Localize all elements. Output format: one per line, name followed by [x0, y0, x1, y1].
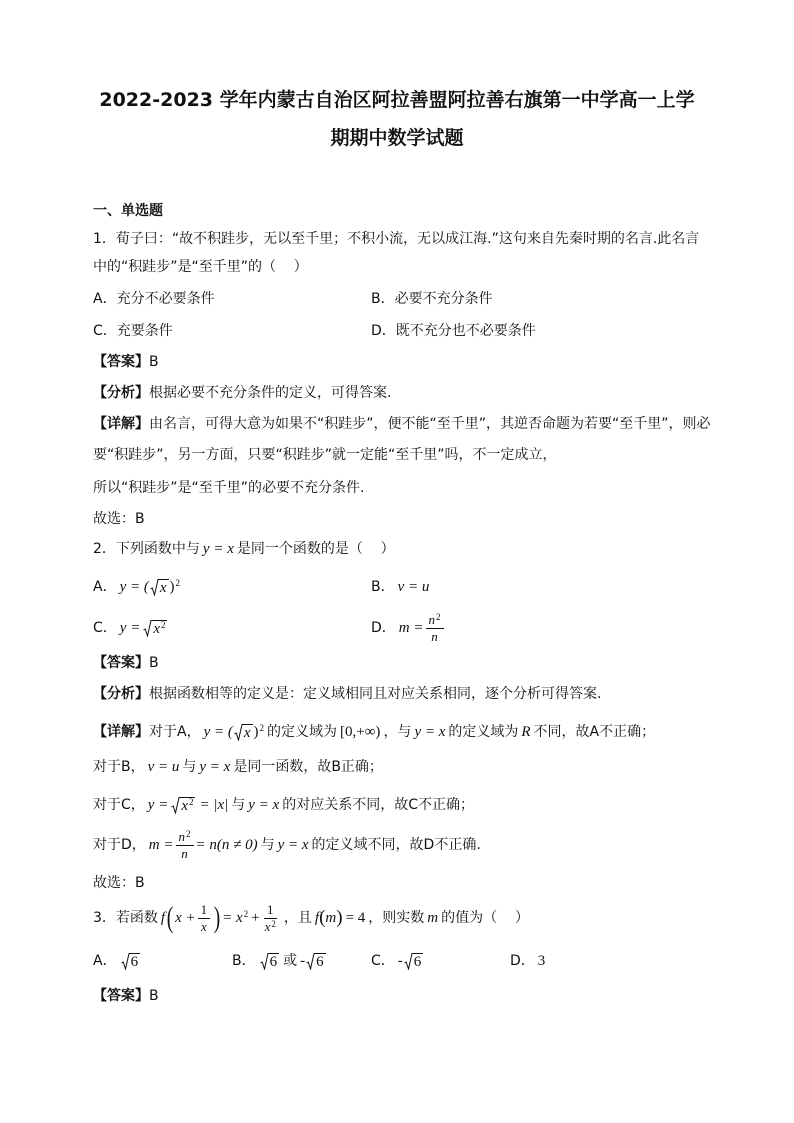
q1-detail-line-1: [93, 414, 711, 434]
q2-option-c: [93, 608, 171, 648]
answer-value: B: [149, 988, 159, 1004]
plus-sign: +: [251, 910, 260, 926]
numerator-value: n: [428, 611, 435, 627]
q2-conclusion: 故选：B: [93, 875, 145, 891]
radical-stroke: [172, 797, 181, 813]
left-paren: (: [319, 907, 326, 928]
q1-detail-line-3: 所以“积跬步”是“至千里”的必要不充分条件.: [93, 480, 365, 496]
exponent: 2: [271, 918, 276, 929]
radicand-value: x: [159, 579, 167, 596]
q1-detail-line-2: 要“积跬步”，另一方面，只要“积跬步”就一定能“至千里”吗，不一定成立，: [93, 447, 557, 463]
option-label: D．: [371, 323, 396, 339]
radicand-value: x: [243, 724, 251, 741]
detail-text: 与: [182, 759, 197, 775]
formula-lhs: y = (: [203, 723, 233, 740]
q1-analysis: [93, 383, 391, 403]
square-root: [306, 953, 326, 970]
negative-sign: -: [397, 953, 403, 969]
radicand: [152, 620, 167, 637]
q1-answer: [93, 352, 159, 372]
option-label: D．: [510, 953, 535, 969]
exponent: 2: [186, 828, 191, 839]
formula-lhs: y =: [147, 796, 169, 813]
detail-lead: 对于D，: [93, 837, 146, 853]
formula-lhs: m =: [398, 620, 424, 636]
function-name: f: [314, 910, 320, 926]
q2-answer: [93, 653, 159, 673]
square-root: [150, 579, 169, 596]
or-word: 或: [283, 953, 298, 969]
radical-stroke: [260, 953, 269, 969]
radicand: [269, 953, 280, 970]
radical-stroke: [144, 620, 153, 636]
radical-sign: [260, 953, 269, 970]
formula-option-a: [120, 953, 142, 970]
answer-tag: 【答案】: [93, 354, 149, 370]
analysis-text: 根据必要不充分条件的定义，可得答案.: [149, 385, 392, 401]
q1-option-b: [371, 289, 493, 309]
exponent: 2: [243, 909, 249, 919]
radicand-value: x: [153, 620, 160, 637]
formula-lhs: y = (: [119, 578, 149, 595]
radical-sign: [234, 724, 243, 741]
q3-stem-tail: 的值为（ ）: [441, 910, 529, 926]
option-label: C．: [93, 620, 117, 636]
detail-lead: 对于A，: [149, 724, 201, 740]
radicand-value: 6: [413, 953, 422, 970]
denominator-value: x: [200, 918, 207, 934]
detail-text: ，与: [383, 724, 412, 740]
formula-root-abs: [148, 797, 228, 814]
square-root: [143, 620, 167, 637]
formula-real-set: R: [521, 724, 531, 740]
denominator: [262, 919, 279, 934]
q1-stem-line-1: 1．荀子曰：“故不积跬步，无以至千里；不积小流，无以成江海.”这句来自先秦时期的名言.此名言: [93, 231, 700, 247]
answer-tag: 【答案】: [93, 988, 149, 1004]
formula-option-c: [398, 953, 425, 970]
option-label: B．: [371, 579, 395, 595]
q2-detail-c: [93, 795, 474, 815]
title-line-1: 2022-2023 学年内蒙古自治区阿拉善盟阿拉善右旗第一中学高一上学: [99, 89, 695, 111]
formula-domain-interval: [0,+∞): [340, 724, 381, 740]
option-label: A．: [93, 579, 117, 595]
numerator-value: n: [178, 828, 185, 844]
numerator: [264, 903, 277, 919]
answer-tag: 【答案】: [93, 655, 149, 671]
formula-variable-m: m: [427, 910, 439, 926]
formula-option-d: 3: [537, 953, 546, 969]
formula-rhs: = |x|: [199, 797, 229, 813]
detail-text: 与: [260, 837, 275, 853]
exponent: 2: [175, 577, 181, 588]
formula-close-paren: ): [169, 578, 175, 595]
radical-sign: [121, 953, 130, 970]
q3-option-d: [510, 951, 548, 971]
option-label: C．: [93, 323, 117, 339]
radicand-value: 6: [316, 953, 324, 970]
q2-option-d: [371, 608, 449, 648]
x-squared-term: [222, 910, 248, 926]
detail-text: 是同一函数，故B正确；: [233, 759, 383, 775]
q2-stem-tail: 是同一个函数的是（ ）: [236, 541, 395, 557]
radical-stroke: [307, 953, 316, 969]
title-line-2: 期期中数学试题: [330, 127, 464, 149]
numerator: [198, 903, 211, 919]
q2-detail-a: [93, 722, 655, 742]
q2-option-b: [371, 577, 432, 597]
formula-option-c: [120, 620, 169, 637]
formula-lhs: m =: [148, 837, 174, 853]
radicand: [159, 579, 169, 596]
option-label: B．: [232, 953, 256, 969]
q1-conclusion: 故选：B: [93, 511, 145, 527]
radicand: [315, 953, 326, 970]
formula-fraction-simplify: [149, 830, 258, 861]
radicand: [130, 953, 141, 970]
denominator: [428, 629, 441, 644]
formula-squared-root: [204, 724, 264, 741]
radical-stroke: [404, 953, 413, 969]
option-label: D．: [371, 620, 396, 636]
squared-root-expression: [120, 579, 180, 596]
q3-answer: [93, 986, 159, 1006]
fraction-one-over-x: [198, 903, 211, 934]
square-root: [260, 953, 280, 970]
q1-option-a: [93, 289, 215, 309]
detail-lead: 对于C，: [93, 797, 145, 813]
formula-lhs: y =: [119, 619, 141, 636]
root-expression: [120, 620, 169, 637]
section-heading: 一、单选题: [93, 203, 163, 219]
left-paren: (: [166, 901, 174, 934]
denominator: [198, 919, 210, 934]
radical-sign: [143, 620, 152, 637]
numerator: [176, 830, 194, 846]
option-label: C．: [371, 953, 395, 969]
formula-y-equals-x: y = x: [277, 837, 309, 853]
detail-text: 的定义域为: [448, 724, 519, 740]
detail-text: 不同，故A不正确；: [533, 724, 656, 740]
negative-sign: -: [300, 953, 306, 969]
exponent: 2: [259, 722, 265, 733]
formula-option-a: [120, 579, 180, 596]
formula-option-b: [259, 953, 327, 970]
option-text: 既不充分也不必要条件: [395, 323, 536, 339]
q1-option-c: [93, 321, 173, 341]
option-label: B．: [371, 291, 395, 307]
detail-text: 的定义域不同，故D不正确.: [311, 837, 481, 853]
option-label: A．: [93, 953, 117, 969]
q2-stem-lead: 2．下列函数中与: [93, 541, 200, 557]
radical-sign: [404, 953, 413, 970]
formula-v-equals-u: v = u: [147, 759, 180, 775]
inner-term: x +: [175, 910, 196, 926]
radicand: [413, 953, 424, 970]
detail-text: 与: [231, 797, 246, 813]
formula-close-paren: ): [253, 723, 259, 740]
q1-option-d: [371, 321, 536, 341]
radical-stroke: [121, 953, 130, 969]
square-root: [121, 953, 141, 970]
numerator-value: 1: [267, 901, 274, 917]
radical-stroke: [234, 724, 243, 740]
fraction: [176, 830, 194, 861]
q2-analysis: [93, 684, 601, 704]
radicand: [180, 797, 195, 814]
q2-stem: [93, 539, 395, 559]
option-text: 必要不充分条件: [394, 291, 493, 307]
radical-sign: [306, 953, 315, 970]
radicand-value: 6: [130, 953, 139, 970]
formula-y-equals-x: y = x: [414, 724, 446, 740]
square-root: [171, 797, 195, 814]
detail-text: 由名言，可得大意为如果不“积跬步”，便不能“至千里”，其逆否命题为若要“至千里”，则必: [149, 416, 711, 432]
denominator-value: n: [181, 845, 188, 861]
q3-option-b: [232, 951, 330, 971]
option-label: A．: [93, 291, 117, 307]
right-paren: ): [336, 907, 343, 928]
formula-option-b: v = u: [397, 579, 430, 595]
formula-function-definition: [161, 901, 281, 935]
function-name: f: [160, 910, 166, 926]
q3-stem: [93, 898, 529, 938]
numerator-value: 1: [200, 901, 208, 917]
analysis-tag: 【分析】: [93, 686, 149, 702]
radicand: [243, 724, 253, 741]
rhs-term: = x: [222, 910, 243, 926]
option-text: 充要条件: [116, 323, 173, 339]
formula-y-equals-x: y = x: [199, 759, 231, 775]
q2-detail-b: [93, 757, 383, 777]
condition-value: = 4: [345, 910, 366, 926]
q3-stem-lead: 3．若函数: [93, 910, 158, 926]
q1-stem-line-2: 中的“积跬步”是“至千里”的（ ）: [93, 259, 308, 275]
q3-option-a: [93, 951, 144, 971]
formula-rhs: = n(n ≠ 0): [195, 837, 258, 853]
radical-sign: [171, 797, 180, 814]
denominator-value: x: [264, 918, 271, 934]
detail-lead: 对于B，: [93, 759, 145, 775]
detail-text: 的定义域为: [267, 724, 338, 740]
numerator: [426, 613, 444, 629]
square-root: [404, 953, 424, 970]
square-root: [234, 724, 253, 741]
formula-y-equals-x: y = x: [202, 541, 234, 557]
q3-stem-text: ，且: [283, 910, 312, 926]
denominator-value: n: [431, 628, 438, 644]
analysis-tag: 【分析】: [93, 385, 149, 401]
radicand-value: 6: [269, 953, 278, 970]
q2-detail-d: [93, 825, 481, 865]
right-paren: ): [213, 901, 221, 934]
exponent: 2: [436, 611, 441, 622]
detail-tag: 【详解】: [93, 724, 149, 740]
radicand-value: x: [181, 797, 188, 814]
formula-option-d: [399, 613, 446, 644]
root-expression: [148, 797, 197, 814]
answer-value: B: [149, 655, 159, 671]
fraction: [426, 613, 444, 644]
q3-stem-text: ，则实数: [368, 910, 425, 926]
detail-tag: 【详解】: [93, 416, 149, 432]
squared-root-expression: [204, 724, 264, 741]
answer-value: B: [149, 354, 159, 370]
formula-y-equals-x: y = x: [248, 797, 280, 813]
function-argument: m: [325, 910, 337, 926]
option-text: 充分不必要条件: [116, 291, 215, 307]
radical-stroke: [150, 579, 159, 595]
q3-option-c: [371, 951, 427, 971]
exponent: 2: [188, 796, 194, 807]
denominator: [178, 846, 191, 861]
analysis-text: 根据函数相等的定义是：定义域相同且对应关系相同，逐个分析可得答案.: [149, 686, 602, 702]
exponent: 2: [160, 619, 166, 630]
detail-text: 的对应关系不同，故C不正确；: [282, 797, 474, 813]
radical-sign: [150, 579, 159, 596]
formula-condition: [315, 908, 365, 928]
fraction-one-over-x-squared: [262, 903, 279, 934]
q2-option-a: [93, 577, 183, 597]
